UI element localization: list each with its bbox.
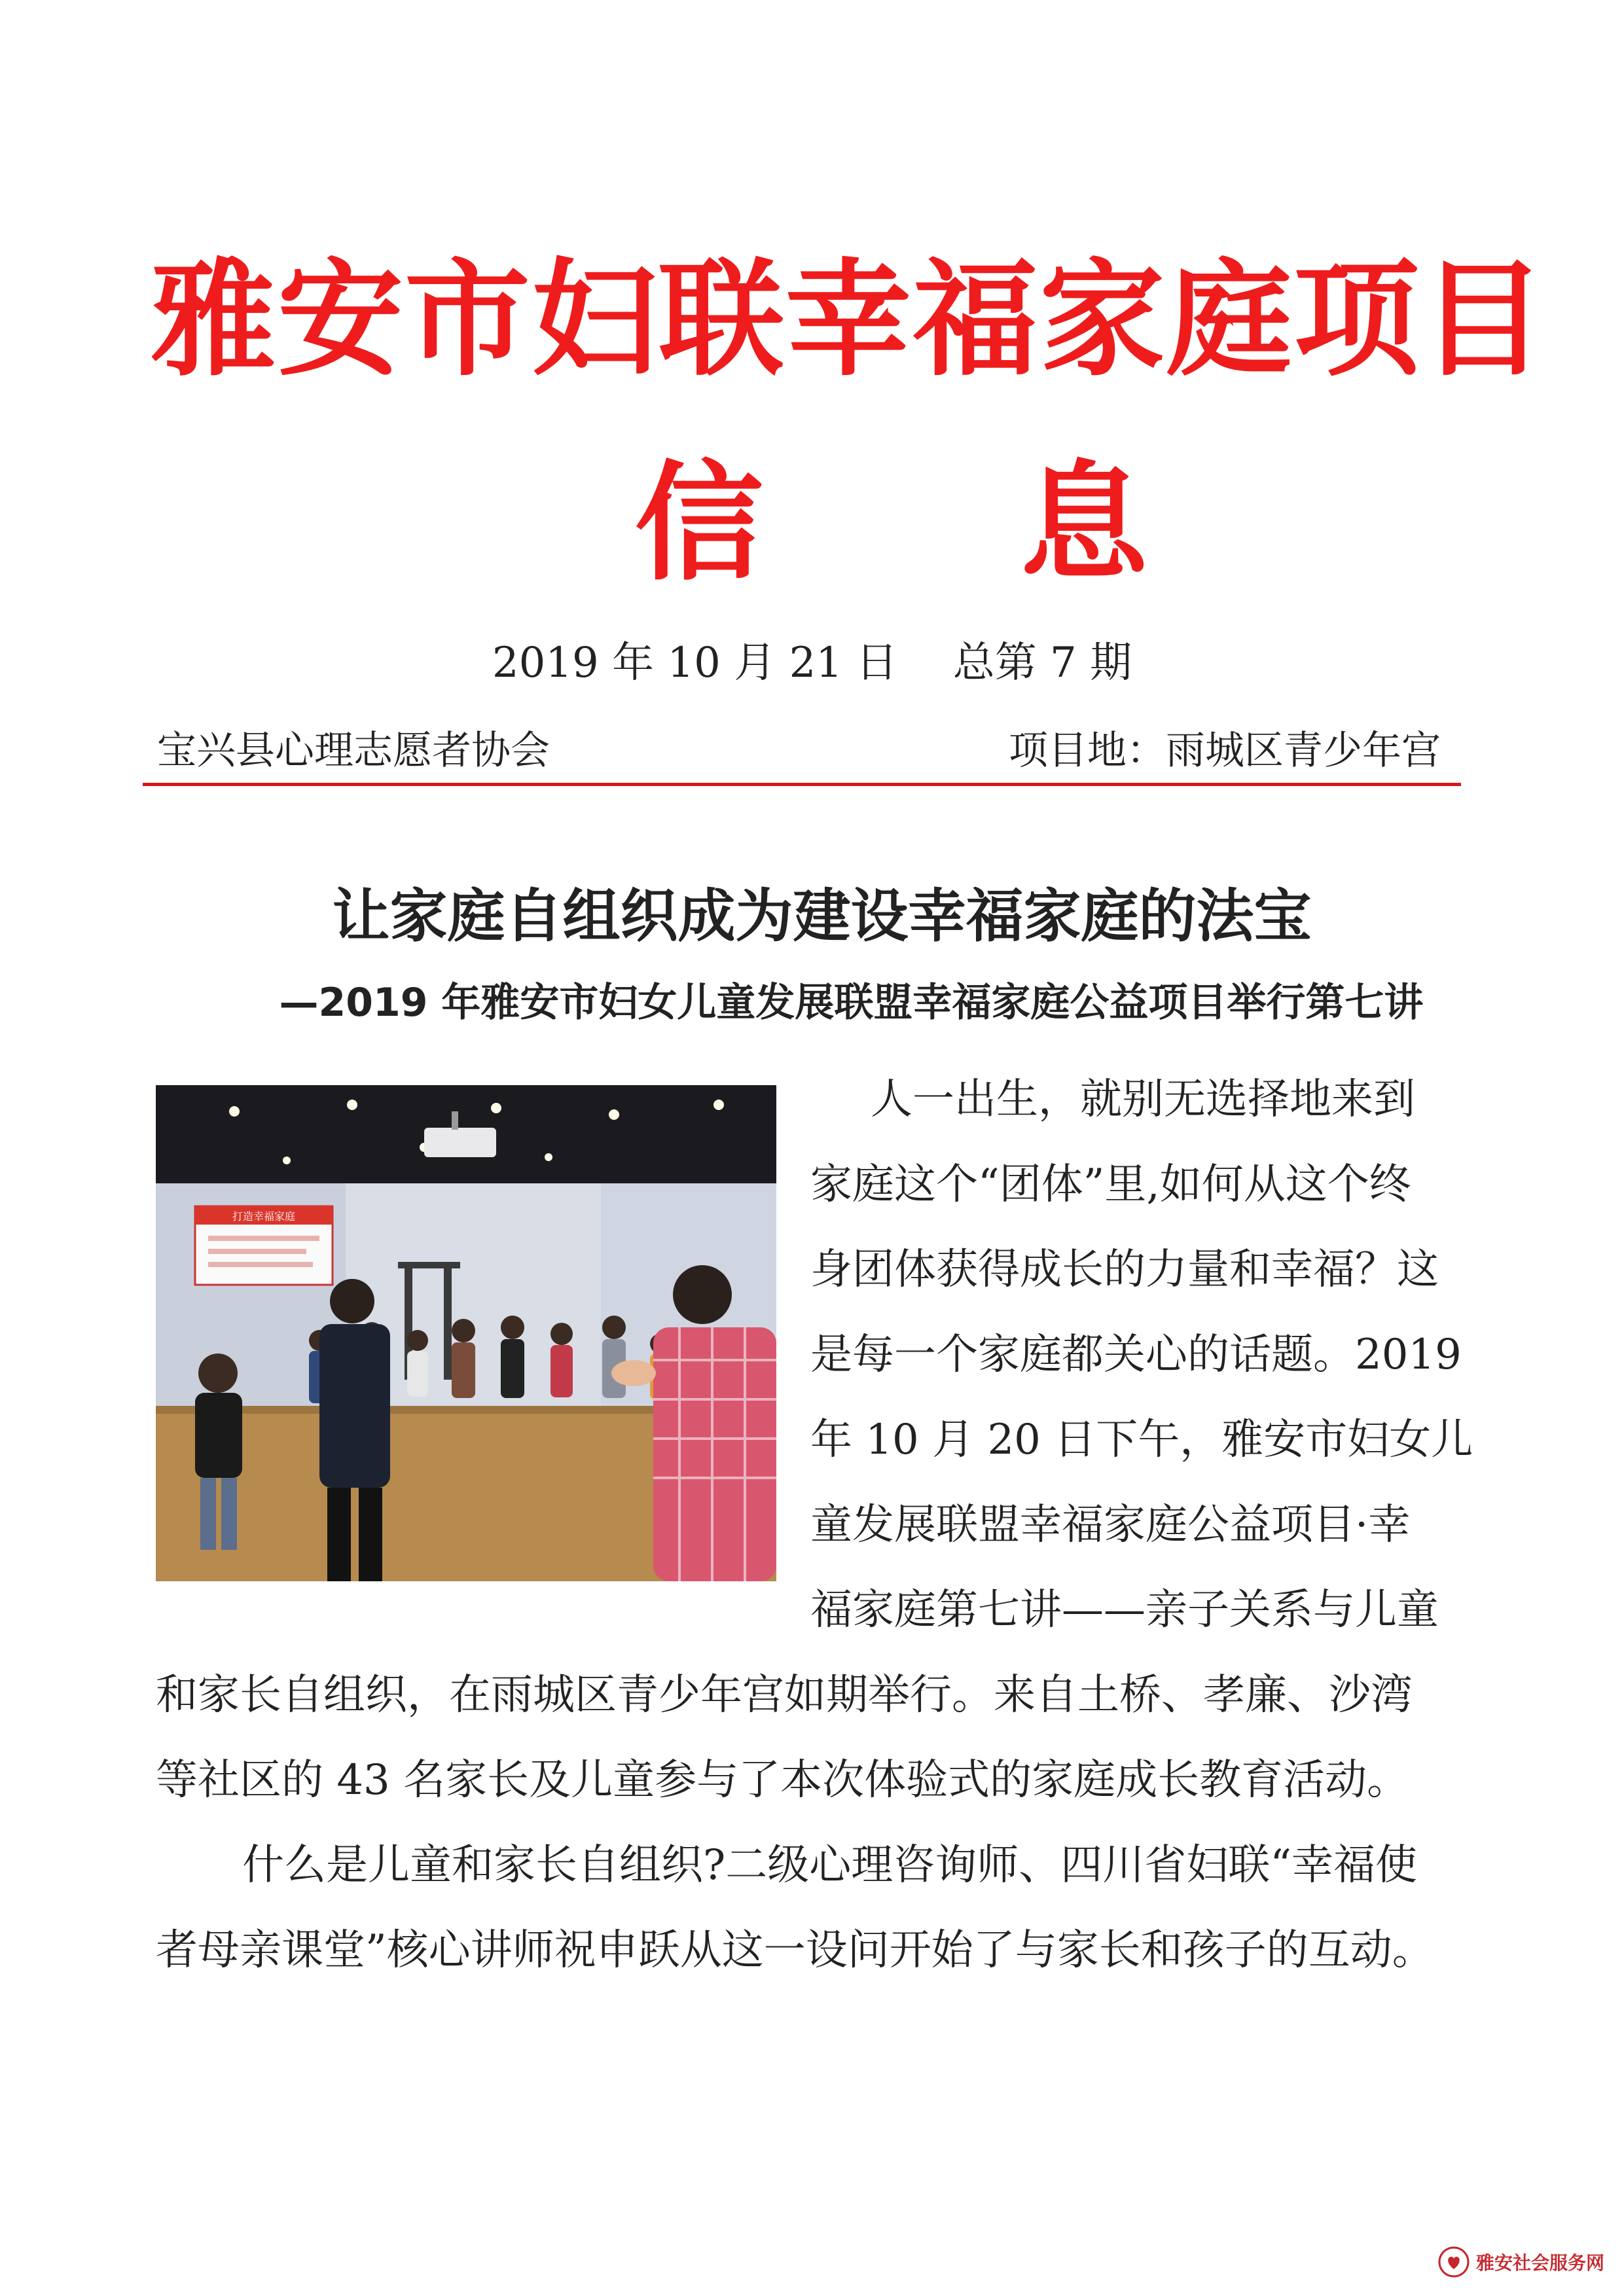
heart-logo-icon xyxy=(1438,2246,1470,2278)
paragraph1-line-7: 福家庭第七讲——亲子关系与儿童 xyxy=(810,1586,1439,1634)
masthead-title: 雅安市妇联幸福家庭项目 xyxy=(151,247,1547,393)
paragraph1-line-5: 年 10 月 20 日下午，雅安市妇女儿 xyxy=(810,1416,1473,1464)
site-watermark xyxy=(1438,2246,1604,2278)
photo-banner-text: 打造幸福家庭 xyxy=(232,1210,296,1223)
paragraph1-line-3: 身团体获得成长的力量和幸福？这 xyxy=(810,1246,1439,1294)
organization-name: 宝兴县心理志愿者协会 xyxy=(157,728,550,774)
issue-date-line: 2019 年 10 月 21 日 总第 7 期 xyxy=(492,639,1132,687)
paragraph1-line-2: 家庭这个“团体”里,如何从这个终 xyxy=(810,1160,1411,1209)
watermark-text: 雅安社会服务网 xyxy=(1475,2252,1604,2274)
event-photo xyxy=(156,1085,776,1581)
masthead-subtitle: 信 息 xyxy=(635,449,1149,598)
header-rule xyxy=(143,783,1461,786)
paragraph1-line-9: 等社区的 43 名家长及儿童参与了本次体验式的家庭成长教育活动。 xyxy=(156,1756,1409,1804)
paragraph1-line-6: 童发展联盟幸福家庭公益项目·幸 xyxy=(810,1501,1411,1549)
paragraph1-line-4: 是每一个家庭都关心的话题。2019 xyxy=(810,1331,1462,1379)
project-site: 项目地：雨城区青少年宫 xyxy=(1009,728,1441,774)
article-subtitle: —2019 年雅安市妇女儿童发展联盟幸福家庭公益项目举行第七讲 xyxy=(279,980,1424,1026)
event-photo-illustration xyxy=(156,1085,776,1581)
paragraph2-line-2: 者母亲课堂”核心讲师祝申跃从这一设问开始了与家长和孩子的互动。 xyxy=(156,1926,1434,1975)
paragraph1-line-8: 和家长自组织，在雨城区青少年宫如期举行。来自土桥、孝廉、沙湾 xyxy=(156,1671,1413,1719)
paragraph2-line-1: 什么是儿童和家长自组织?二级心理咨询师、四川省妇联“幸福使 xyxy=(242,1841,1418,1890)
paragraph1-line-1: 人一出生，就别无选择地来到 xyxy=(871,1075,1415,1124)
article-title: 让家庭自组织成为建设幸福家庭的法宝 xyxy=(332,882,1312,950)
